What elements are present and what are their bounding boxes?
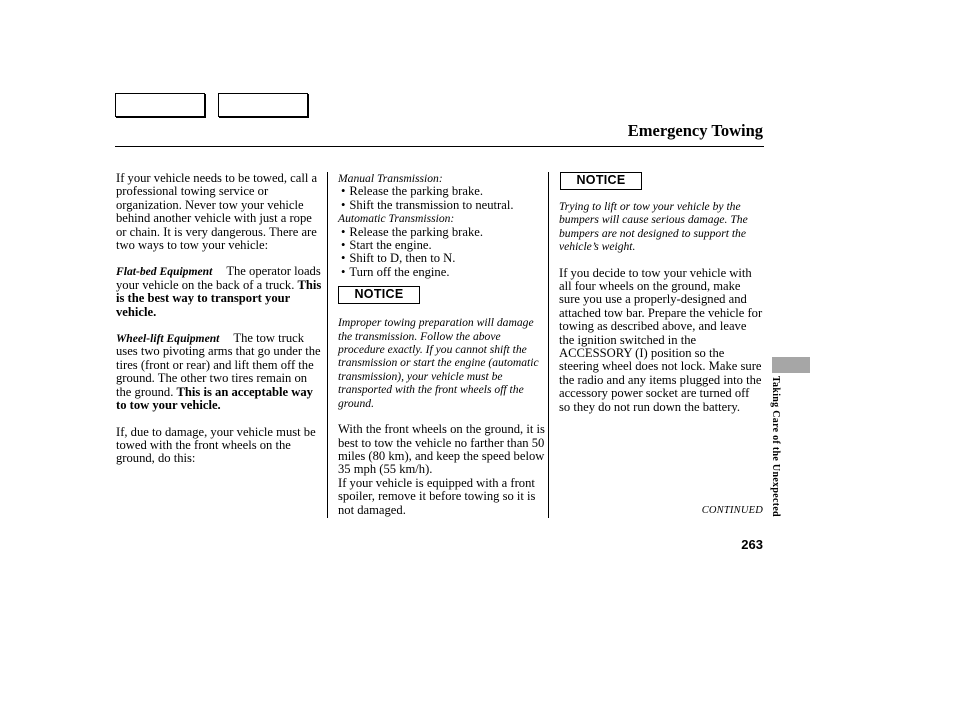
manual-steps-list: [338, 185, 548, 212]
column-1: [116, 172, 324, 466]
list-item: • Release the parking brake.: [338, 185, 548, 198]
list-item: • Release the parking brake.: [338, 226, 548, 239]
automatic-transmission-heading: Automatic Transmission:: [338, 212, 455, 226]
list-item: • Shift to D, then to N.: [338, 252, 548, 265]
wheellift-text: The tow truck uses two pivoting arms that go under the tires (front or rear) and lift them off the ground. The other two tires remain on the ground.: [116, 331, 321, 399]
header-divider: [115, 146, 764, 147]
list-item: • Shift the transmission to neutral.: [338, 199, 548, 212]
wheellift-paragraph: [116, 332, 324, 412]
page-title: Emergency Towing: [627, 121, 763, 140]
section-tab[interactable]: [772, 357, 810, 373]
section-tab-label: Taking Care of the Unexpected: [770, 376, 781, 517]
automatic-steps-list: [338, 226, 548, 280]
front-wheels-paragraph: With the front wheels on the ground, it is best to tow the vehicle no farther than 50 miles (80 km), and keep the speed below 35 mph (55 km/h).: [338, 422, 545, 477]
notice-text: Trying to lift or tow your vehicle by the bumpers will cause serious damage. The bumpers are not designed to support the vehicle’s weight.: [559, 200, 748, 254]
flatbed-emphasis: This is the best way to transport your vehicle.: [116, 277, 322, 319]
notice-text: Improper towing preparation will damage the transmission. Follow the above procedure exactly. If you cannot shift the transmission or start the engine (automatic transmission), your vehicle must be transported with the front wheels off the ground.: [338, 316, 539, 410]
damage-paragraph: If, due to damage, your vehicle must be towed with the front wheels on the ground, do this:: [116, 424, 316, 466]
nav-button-table-of-contents[interactable]: [218, 93, 308, 117]
flatbed-paragraph: [116, 265, 324, 319]
nav-button-main-menu[interactable]: [115, 93, 205, 117]
notice-badge: NOTICE: [338, 286, 420, 304]
wheellift-label: Wheel-lift Equipment: [116, 332, 220, 346]
column-divider-1: [327, 172, 328, 518]
column-2: [338, 172, 548, 517]
wheellift-emphasis: This is an acceptable way to tow your vehicle.: [116, 384, 313, 413]
flatbed-text: The operator loads your vehicle on the back of a truck.: [116, 264, 321, 292]
continued-label: CONTINUED: [701, 505, 763, 516]
column-3: [559, 172, 763, 414]
column-divider-2: [548, 172, 549, 518]
notice-badge: NOTICE: [560, 172, 642, 190]
page-number: 263: [741, 537, 763, 552]
list-item: • Start the engine.: [338, 239, 548, 252]
flatbed-label: Flat-bed Equipment: [116, 265, 213, 279]
manual-transmission-heading: Manual Transmission:: [338, 172, 443, 185]
list-item: • Turn off the engine.: [338, 266, 548, 279]
tow-bar-paragraph: If you decide to tow your vehicle with all four wheels on the ground, make sure you use a properly-designed and attached tow bar. Prepare the vehicle for towing as described above, and leave the ignition switched in the ACCESSORY (I) position so the steering wheel does not lock. Make sure the radio and any items plugged into the accessory power socket are turned off so they do not run down the battery.: [559, 265, 763, 414]
intro-paragraph: If your vehicle needs to be towed, call a professional towing service or organization. Never tow your vehicle behind another vehicle with just a rope or chain. It is very dangerous. There are two ways to tow your vehicle:: [116, 171, 318, 253]
front-spoiler-paragraph: If your vehicle is equipped with a front spoiler, remove it before towing so it is not damaged.: [338, 475, 536, 517]
